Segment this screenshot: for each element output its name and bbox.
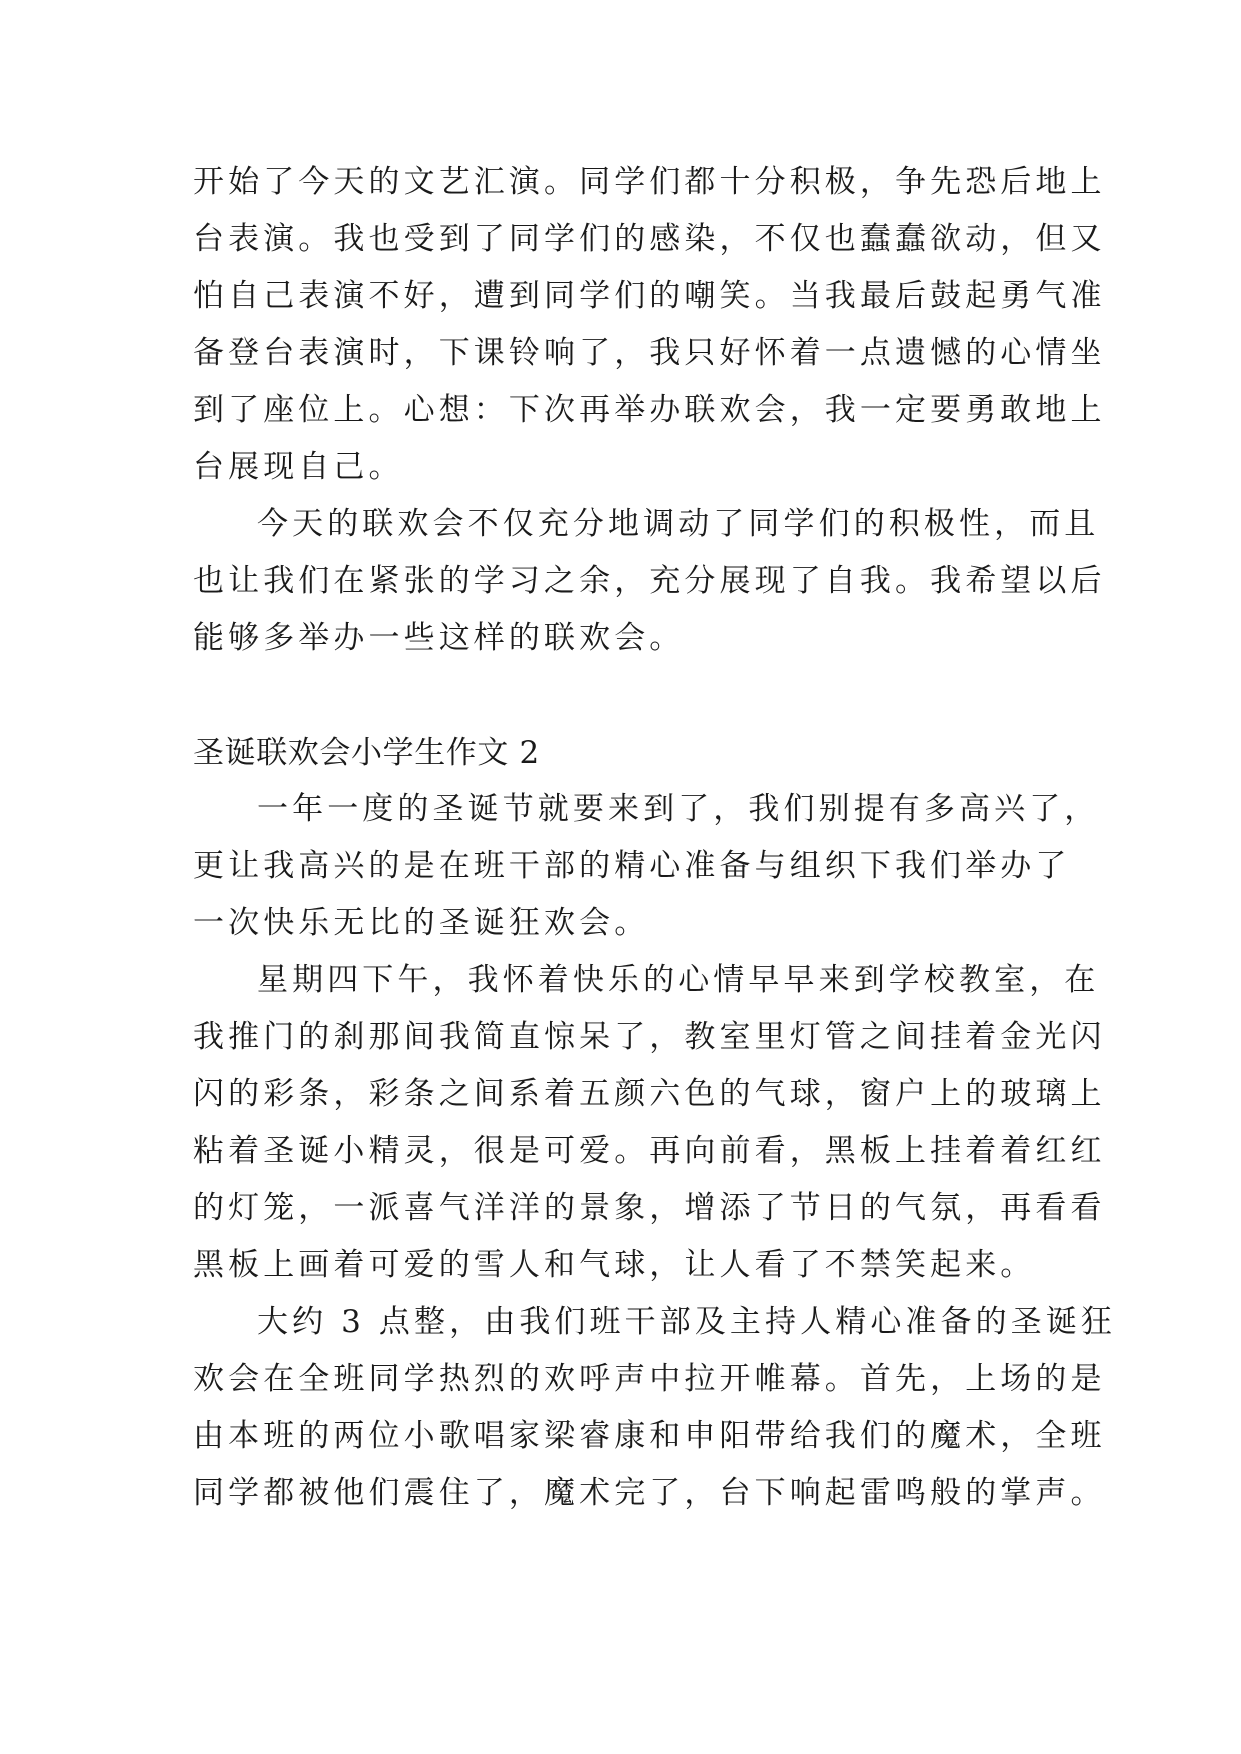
text-line: 一次快乐无比的圣诞狂欢会。 — [193, 905, 650, 941]
text-line: 台表演。我也受到了同学们的感染，不仅也蠢蠢欲动，但又 — [193, 221, 1106, 257]
text-line: 开始了今天的文艺汇演。同学们都十分积极，争先恐后地上 — [193, 164, 1106, 200]
text-line: 欢会在全班同学热烈的欢呼声中拉开帷幕。首先，上场的是 — [193, 1361, 1106, 1397]
paragraph-first-line: 大约 3 点整，由我们班干部及主持人精心准备的圣诞狂 — [257, 1304, 1117, 1340]
section-heading: 圣诞联欢会小学生作文 2 — [193, 735, 540, 771]
text-line: 更让我高兴的是在班干部的精心准备与组织下我们举办了 — [193, 848, 1071, 884]
paragraph-first-line: 一年一度的圣诞节就要来到了，我们别提有多高兴了， — [257, 791, 1100, 827]
text-line: 粘着圣诞小精灵，很是可爱。再向前看，黑板上挂着着红红 — [193, 1133, 1106, 1169]
text-line: 同学都被他们震住了，魔术完了，台下响起雷鸣般的掌声。 — [193, 1475, 1106, 1511]
text-line: 也让我们在紧张的学习之余，充分展现了自我。我希望以后 — [193, 563, 1106, 599]
text-line: 闪的彩条，彩条之间系着五颜六色的气球，窗户上的玻璃上 — [193, 1076, 1106, 1112]
text-line: 黑板上画着可爱的雪人和气球，让人看了不禁笑起来。 — [193, 1247, 1036, 1283]
paragraph-first-line: 星期四下午，我怀着快乐的心情早早来到学校教室，在 — [257, 962, 1100, 998]
text-line: 能够多举办一些这样的联欢会。 — [193, 620, 685, 656]
text-line: 的灯笼，一派喜气洋洋的景象，增添了节日的气氛，再看看 — [193, 1190, 1106, 1226]
text-line: 备登台表演时，下课铃响了，我只好怀着一点遗憾的心情坐 — [193, 335, 1106, 371]
paragraph-first-line: 今天的联欢会不仅充分地调动了同学们的积极性，而且 — [257, 506, 1100, 542]
text-line: 我推门的刹那间我简直惊呆了，教室里灯管之间挂着金光闪 — [193, 1019, 1106, 1055]
text-line: 台展现自己。 — [193, 449, 404, 485]
text-line: 到了座位上。心想：下次再举办联欢会，我一定要勇敢地上 — [193, 392, 1106, 428]
text-line: 由本班的两位小歌唱家梁睿康和申阳带给我们的魔术，全班 — [193, 1418, 1106, 1454]
text-line: 怕自己表演不好，遭到同学们的嘲笑。当我最后鼓起勇气准 — [193, 278, 1106, 314]
